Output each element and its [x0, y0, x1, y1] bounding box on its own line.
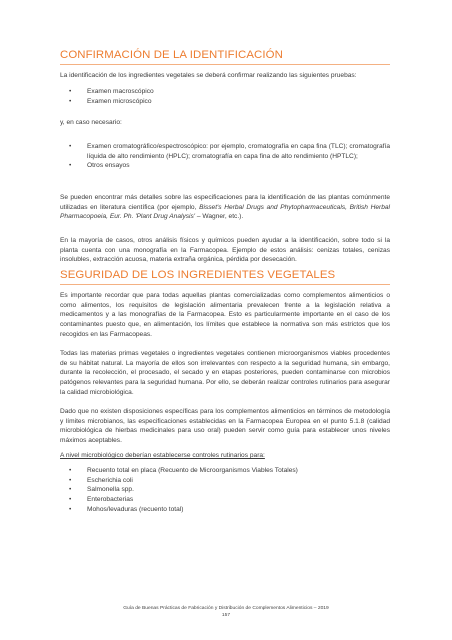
footer-title: Guía de Buenas Prácticas de Fabricación y Distribución de Complementos Alimenticios – 2019	[123, 606, 329, 611]
bullet: •	[69, 88, 72, 95]
underlined-text: A nivel microbiológico deberían establecerse controles rutinarios para:	[60, 452, 265, 459]
list-item: • Otros ensayos	[69, 162, 130, 170]
identification-intro: La identificación de los ingredientes vegetales se deberá confirmar realizando las siguientes pruebas:	[60, 72, 357, 79]
page-number: 157	[221, 613, 231, 618]
identification-analysis-paragraph: En la mayoría de casos, otros análisis físicos y químicos pueden ayudar a la identificación, sobre todo si la planta cuenta con una monografía en la Farmacopea. Ejemplo de estos análisis: cenizas totales, cenizas insolubles, extracción acuosa, materia extraña orgánica, pérdida por desecación.	[60, 237, 390, 264]
safety-paragraph-pharmacopoeia: Dado que no existen disposiciones específicas para los complementos alimenticios en términos de metodología y límites microbianos, las especificaciones establecidas en la Farmacopea Europea en el punto 5.1.8 (calidad microbiológica de hierbas medicinales para uso oral) pueden servir como guía para establecer unos niveles máximos aceptables.	[60, 408, 390, 445]
section-heading-identification: CONFIRMACIÓN DE LA IDENTIFICACIÓN	[60, 49, 283, 61]
page-footer	[0, 605, 452, 619]
bullet: •	[69, 496, 72, 504]
list-item: • Examen cromatográfico/espectroscópico: por ejemplo, cromatografía en capa fina (TLC); cromatografía líquida de alto rendimiento (HPLC); cromatografía en capa fina de alto rendimiento (HPTLC);	[69, 143, 390, 160]
references-italic: Bisset's Herbal Drugs and Phytopharmaceuticals, British Herbal Pharmacopoeia, Eur. Ph. 'Plant Drug Analysis'	[60, 203, 391, 221]
section-heading-safety: SEGURIDAD DE LOS INGREDIENTES VEGETALES	[60, 269, 336, 281]
list-item: • Salmonella spp.	[69, 486, 134, 494]
bullet: •	[69, 505, 72, 513]
list-item: • Enterobacterias	[69, 496, 134, 504]
heading-underline	[60, 284, 390, 285]
identification-details-paragraph: Se pueden encontrar más detalles sobre las especificaciones para la identificación de las plantas comúnmente utilizadas en literatura científica (por ejemplo, Bisset's Herbal Drugs and Phytopharmaceuticals, British Herbal Pharmacopoeia, Eur. Ph. 'Plant Drug Analysis' – Wagner, etc.).	[60, 194, 391, 221]
safety-paragraph-legislation: Es importante recordar que para todas aquellas plantas comercializadas como complementos alimenticios o como alimentos, los requisitos de legislación alimentaria prevalecen frente a la legislación relativa a medicamentos y a las monografías de la Farmacopea. Esto es particularmente importante en el caso de los contaminantes puesto que, en alimentación, los límites que establece la normativa son más estrictos que los recogidos en las Farmacopeas.	[60, 292, 390, 338]
optional-tests-list	[60, 142, 390, 171]
microbiological-controls-list	[60, 466, 390, 515]
bullet: •	[69, 486, 72, 494]
connector-text: y, en caso necesario:	[60, 119, 122, 126]
list-item: • Recuento total en placa (Recuento de Microorganismos Viables Totales)	[69, 467, 298, 474]
tests-list	[60, 87, 390, 106]
safety-paragraph-microorganisms: Todas las materias primas vegetales o ingredientes vegetales contienen microorganismos viables procedentes de su hábitat natural. La mayoría de ellos son irrelevantes con respecto a la seguridad humana, sin embargo, durante la recolección, el procesado, el secado y en etapas posteriores, pueden contaminarse con microbios patógenos relevantes para la seguridad humana. Por ello, se deberán realizar controles rutinarios para asegurar la calidad microbiológica.	[60, 350, 390, 396]
list-item: • Examen microscópico	[69, 97, 152, 105]
list-item: • Mohos/levaduras (recuento total)	[69, 505, 184, 513]
list-item: • Escherichia coli	[69, 476, 133, 484]
safety-paragraph-controls	[60, 451, 390, 461]
bullet: •	[69, 97, 72, 105]
bullet: •	[69, 467, 72, 474]
bullet: •	[69, 476, 72, 484]
heading-underline	[60, 64, 390, 65]
list-item: • Examen macroscópico	[69, 88, 154, 95]
bullet: •	[69, 162, 72, 170]
bullet: •	[69, 143, 72, 150]
